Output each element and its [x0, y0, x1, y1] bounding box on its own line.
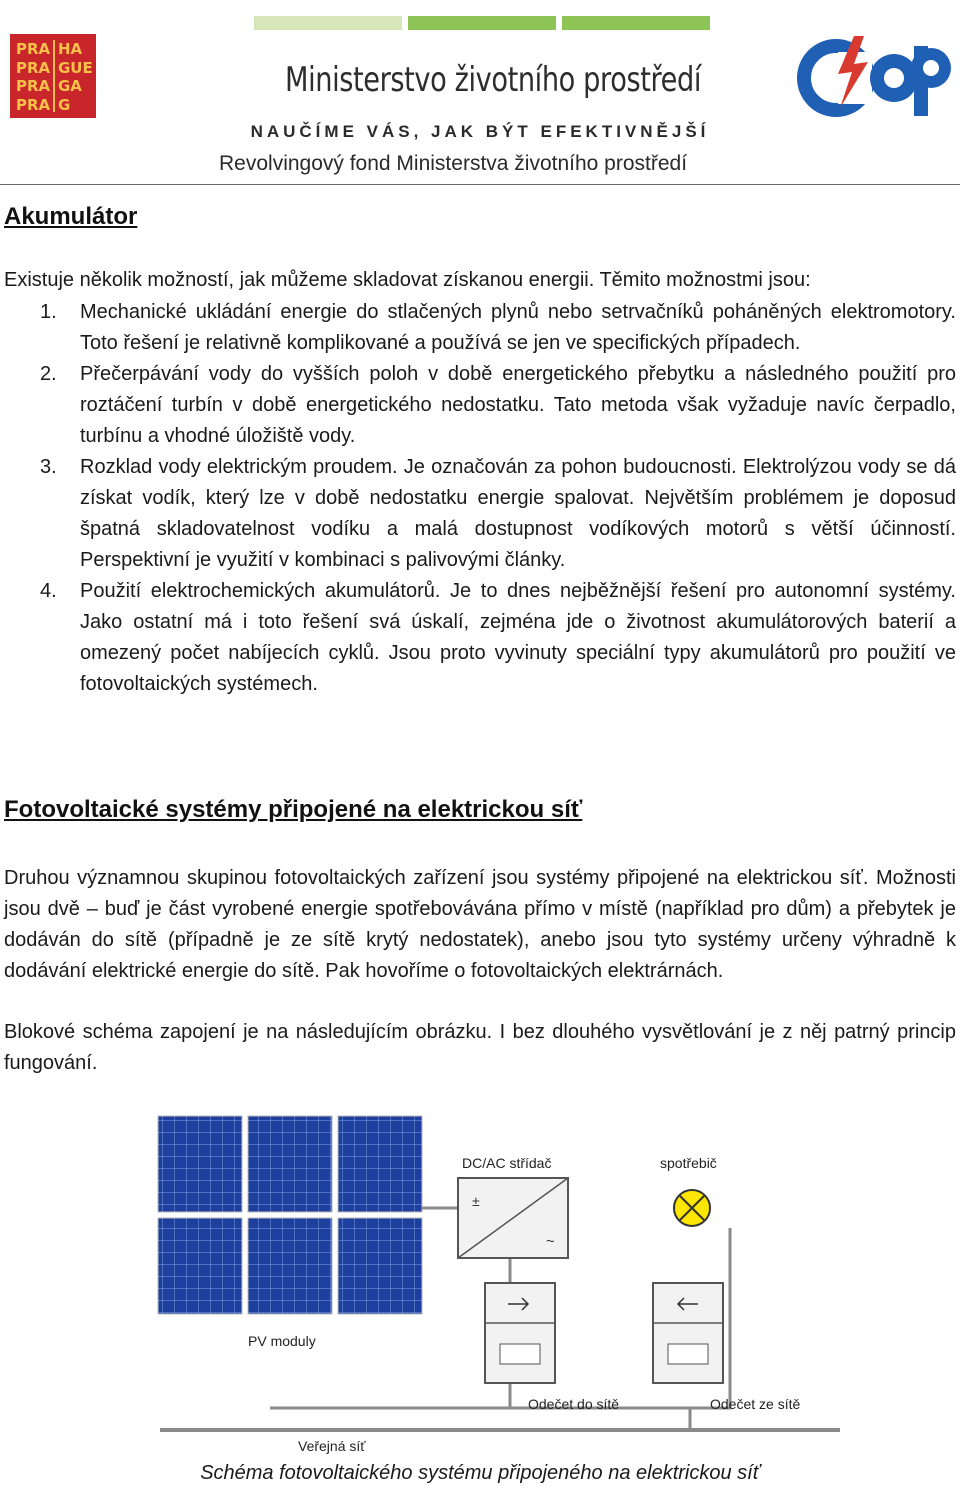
inverter-dc-symbol: ± — [472, 1193, 480, 1209]
praha-logo-col2: HA GUE GA G — [58, 40, 93, 114]
pv-panel — [248, 1116, 332, 1212]
accumulator-intro: Existuje několik možností, jak můžeme skladovat získanou energii. Těmito možnostmi jsou: — [4, 269, 811, 291]
meter-out-display — [500, 1344, 540, 1364]
appliance-label: spotřebič — [660, 1155, 717, 1171]
inverter-ac-symbol: ~ — [546, 1233, 555, 1250]
list-item-number: 2. — [40, 363, 57, 385]
list-item-number: 3. — [40, 456, 57, 478]
sop-logo-o-hole — [884, 68, 904, 88]
header-stripe-3 — [562, 16, 710, 30]
fund-name: Revolvingový fond Ministerstva životního prostředí — [219, 152, 688, 175]
list-item-text: Mechanické ukládání energie do stlačených plynů nebo setrvačníků poháněných elektromotory. Toto řešení je relativně komplikované a používá se jen ve specifických případech. — [80, 301, 956, 354]
pv-panel — [338, 1218, 422, 1314]
header-stripe-1 — [254, 16, 402, 30]
public-grid-label: Veřejná síť — [298, 1438, 366, 1454]
header-stripe-2 — [408, 16, 556, 30]
list-item-text: Rozklad vody elektrickým proudem. Je označován za pohon budoucnosti. Elektrolýzou vody se dá získat vodík, který lze v době nedostatku energie spalovat. Největším problémem je doposud špatná skladovatelnost vodíku a malá dostupnost vodíkových motorů s větší účinností. Perspektivní je využití v kombinaci s palivovými články. — [80, 456, 956, 571]
inverter — [458, 1178, 568, 1258]
meter-out-label: Odečet do sítě — [528, 1396, 620, 1412]
section-heading-grid-systems: Fotovoltaické systémy připojené na elektrickou síť — [4, 796, 583, 823]
sop-logo-p-hole — [923, 60, 939, 76]
list-item-text: Přečerpávání vody do vyšších poloh v době energetického přebytku a následného použití pro roztáčení turbín v době energetického nedostatku. Tato metoda však vyžaduje navíc čerpadlo, turbínu a vhodné úložiště vody. — [80, 363, 956, 447]
pv-modules — [158, 1116, 422, 1314]
list-item — [0, 297, 956, 359]
sop-logo — [796, 32, 954, 118]
list-item — [0, 576, 956, 700]
praha-logo-divider — [53, 40, 55, 112]
section-heading-accumulator: Akumulátor — [4, 203, 138, 230]
inverter-label: DC/AC střídač — [462, 1155, 552, 1171]
pv-grid-diagram — [150, 1108, 850, 1458]
pv-modules-label: PV moduly — [248, 1333, 316, 1349]
praha-logo-col1: PRA PRA PRA PRA — [16, 40, 51, 114]
list-item — [0, 452, 956, 576]
list-item-number: 4. — [40, 580, 57, 602]
grid-paragraph-1: Druhou významnou skupinou fotovoltaických zařízení jsou systémy připojené na elektrickou síť. Možnosti jsou dvě – buď je část vyrobené energie spotřebovávána přímo v místě (například pro dům) a přebytek je dodáván do sítě (případně je ze sítě krytý nedostatek), anebo jsou tyto systémy určeny výhradně k dodávání elektrické energie do sítě. Pak hovoříme o fotovoltaických elektrárnách. — [4, 867, 956, 982]
grid-paragraph-2: Blokové schéma zapojení je na následujícím obrázku. I bez dlouhého vysvětlování je z něj patrný princip fungování. — [4, 1021, 956, 1074]
pv-panel — [338, 1116, 422, 1212]
ministry-title: Ministerstvo životního prostředí — [285, 60, 702, 100]
figure-caption: Schéma fotovoltaického systému připojeného na elektrickou síť — [200, 1462, 760, 1484]
meter-in-display — [668, 1344, 708, 1364]
meter-in-label: Odečet ze sítě — [710, 1396, 801, 1412]
tagline: NAUČÍME VÁS, JAK BÝT EFEKTIVNĚJŠÍ — [250, 122, 710, 141]
pv-panel — [248, 1218, 332, 1314]
list-item-number: 1. — [40, 301, 57, 323]
accumulator-list — [0, 297, 956, 700]
praha-logo — [10, 34, 96, 118]
meter-out — [485, 1283, 555, 1383]
meter-in-box — [653, 1283, 723, 1383]
pv-panel — [158, 1116, 242, 1212]
meter-in — [653, 1283, 723, 1383]
meter-out-box — [485, 1283, 555, 1383]
list-item-text: Použití elektrochemických akumulátorů. Je to dnes nejběžnější řešení pro autonomní systémy. Jako ostatní má i toto řešení svá úskalí, zejména jde o životnost akumulátorových baterií a omezený počet nabíjecích cyklů. Jsou proto vyvinuty speciální typy akumulátorů pro použití ve fotovoltaických systémech. — [80, 580, 956, 695]
list-item — [0, 359, 956, 452]
pv-panel — [158, 1218, 242, 1314]
appliance-bulb-icon — [674, 1190, 710, 1226]
header-divider — [0, 184, 960, 185]
